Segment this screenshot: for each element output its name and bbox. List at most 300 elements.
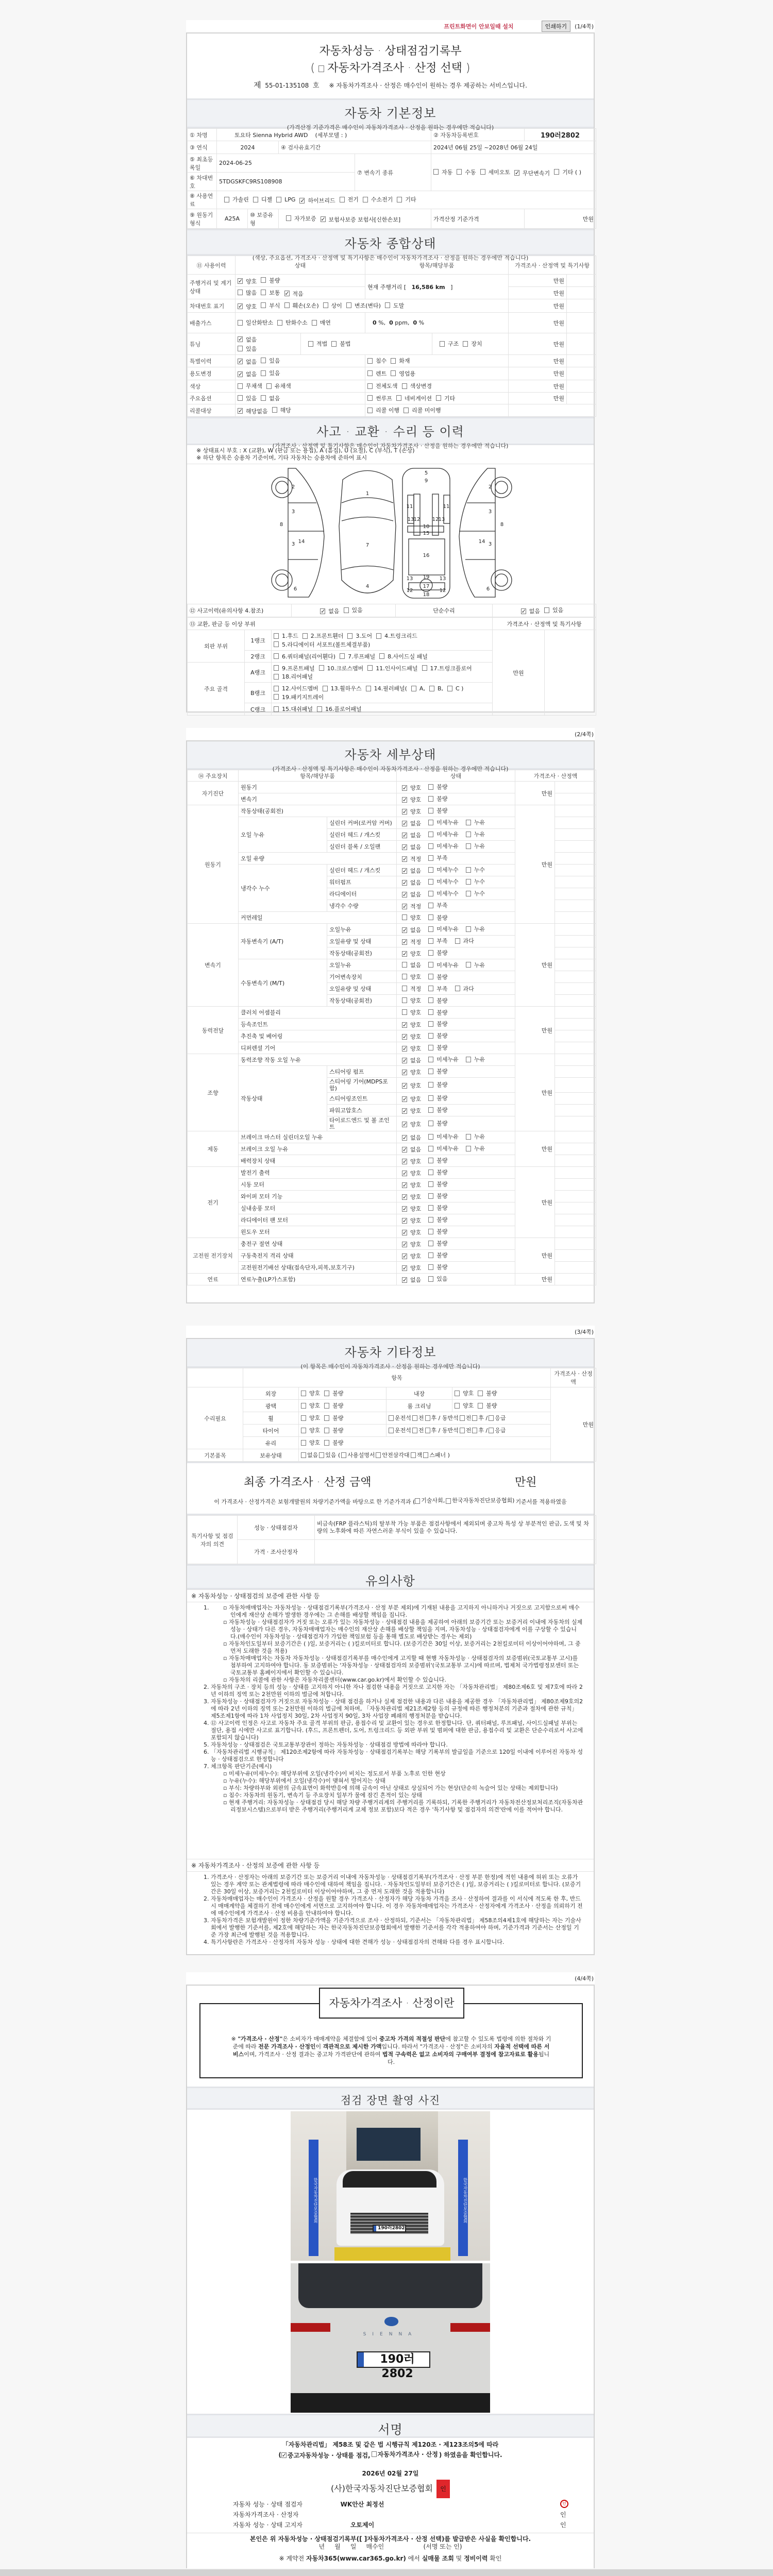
- checkbox-option[interactable]: [428, 937, 447, 945]
- checkbox-option[interactable]: [331, 340, 350, 348]
- checkbox-option[interactable]: [478, 1401, 497, 1410]
- checkbox-option[interactable]: [457, 168, 476, 176]
- checkbox-option[interactable]: [323, 301, 342, 310]
- unchecked-box-icon[interactable]: [238, 320, 243, 326]
- unchecked-box-icon[interactable]: [411, 686, 416, 691]
- checkbox-option[interactable]: [376, 632, 417, 640]
- checkbox-option[interactable]: [428, 877, 459, 886]
- checkbox-option[interactable]: [340, 652, 375, 660]
- unchecked-box-icon[interactable]: [455, 986, 460, 991]
- checked-box-icon[interactable]: ✓: [402, 1146, 408, 1153]
- unchecked-box-icon[interactable]: [428, 1021, 433, 1027]
- checkbox-option[interactable]: [402, 926, 421, 934]
- unchecked-box-icon[interactable]: [436, 395, 441, 401]
- checkbox-option[interactable]: [428, 1204, 447, 1212]
- unchecked-box-icon[interactable]: [366, 686, 371, 691]
- unchecked-box-icon[interactable]: [423, 1452, 428, 1458]
- checkbox-option[interactable]: [466, 830, 485, 838]
- checkbox-option[interactable]: [402, 1240, 421, 1248]
- unchecked-box-icon[interactable]: [428, 1193, 433, 1199]
- price-note[interactable]: [555, 912, 596, 924]
- unchecked-box-icon[interactable]: [428, 1264, 433, 1270]
- checkbox-option[interactable]: [303, 632, 344, 640]
- unchecked-box-icon[interactable]: [455, 1403, 460, 1409]
- checkbox-option[interactable]: [428, 1168, 447, 1176]
- unchecked-box-icon[interactable]: [376, 633, 381, 639]
- price-note[interactable]: [555, 1093, 596, 1105]
- checkbox-option[interactable]: [489, 1426, 506, 1434]
- checkbox-option[interactable]: [463, 340, 482, 348]
- checkbox-option[interactable]: [224, 195, 249, 204]
- price-note[interactable]: [567, 355, 596, 367]
- unchecked-box-icon[interactable]: [428, 1134, 433, 1140]
- unchecked-box-icon[interactable]: [544, 607, 549, 613]
- checked-box-icon[interactable]: ✓: [238, 358, 243, 365]
- unchecked-box-icon[interactable]: [472, 1428, 477, 1433]
- checkbox-option[interactable]: [391, 369, 415, 378]
- unchecked-box-icon[interactable]: [347, 633, 352, 639]
- checkbox-option[interactable]: [402, 961, 421, 969]
- checkbox-option[interactable]: [428, 1144, 459, 1153]
- price-note[interactable]: [555, 1116, 596, 1131]
- checkbox-option[interactable]: [466, 925, 485, 933]
- checkbox-option[interactable]: [402, 1276, 421, 1284]
- checkbox-option[interactable]: [301, 1438, 320, 1447]
- checkbox-option[interactable]: [428, 925, 459, 933]
- checkbox-option[interactable]: [428, 1031, 447, 1040]
- checkbox-option[interactable]: [274, 684, 318, 692]
- price-note[interactable]: [555, 1131, 596, 1143]
- checkbox-option[interactable]: [428, 794, 447, 803]
- unchecked-box-icon[interactable]: [261, 302, 266, 308]
- checkbox-option[interactable]: [402, 1021, 421, 1029]
- checked-box-icon[interactable]: ✓: [402, 1205, 408, 1212]
- unchecked-box-icon[interactable]: [447, 686, 452, 691]
- checkbox-option[interactable]: [428, 1180, 447, 1188]
- checkbox-option[interactable]: [238, 407, 268, 415]
- checked-box-icon[interactable]: ✓: [402, 832, 408, 839]
- checkbox-option[interactable]: [396, 394, 432, 402]
- checkbox-option[interactable]: [466, 818, 485, 826]
- rear-photo[interactable]: [291, 2263, 490, 2413]
- checkbox-option[interactable]: [428, 1106, 447, 1114]
- checked-box-icon[interactable]: ✓: [402, 1021, 408, 1028]
- checkbox-option[interactable]: [402, 1081, 421, 1090]
- unchecked-box-icon[interactable]: [272, 407, 277, 413]
- checkbox-option[interactable]: [428, 1055, 459, 1063]
- checkbox-option[interactable]: [428, 996, 447, 1005]
- unchecked-box-icon[interactable]: [253, 197, 258, 202]
- checkbox-option[interactable]: [324, 1389, 343, 1397]
- checkbox-option[interactable]: [440, 340, 459, 348]
- checkbox-option[interactable]: [428, 1215, 447, 1224]
- checked-box-icon[interactable]: ✓: [238, 303, 243, 310]
- price-note[interactable]: [555, 782, 596, 793]
- checkbox-option[interactable]: [402, 382, 432, 390]
- unchecked-box-icon[interactable]: [428, 808, 433, 814]
- checked-box-icon[interactable]: ✓: [402, 1057, 408, 1064]
- checkbox-option[interactable]: [299, 196, 335, 205]
- checked-box-icon[interactable]: ✓: [238, 370, 243, 378]
- checked-box-icon[interactable]: ✓: [402, 1264, 408, 1272]
- unchecked-box-icon[interactable]: [284, 302, 290, 308]
- checkbox-option[interactable]: [402, 831, 421, 839]
- unchecked-box-icon[interactable]: [323, 302, 328, 308]
- price-note[interactable]: [555, 1191, 596, 1202]
- unchecked-box-icon[interactable]: [266, 383, 272, 389]
- checked-box-icon[interactable]: ✓: [238, 278, 243, 284]
- checked-box-icon[interactable]: ✓: [238, 408, 243, 414]
- unchecked-box-icon[interactable]: [466, 891, 471, 896]
- unchecked-box-icon[interactable]: [274, 674, 279, 680]
- checkbox-option[interactable]: [428, 1094, 447, 1102]
- checkbox-option[interactable]: [402, 973, 421, 981]
- checkbox-option[interactable]: [428, 866, 459, 874]
- checkbox-option[interactable]: [261, 289, 280, 297]
- checkbox-option[interactable]: [425, 1414, 459, 1422]
- unchecked-box-icon[interactable]: [319, 1452, 324, 1458]
- checked-box-icon[interactable]: ✓: [402, 796, 408, 803]
- price-note[interactable]: [555, 841, 596, 853]
- checkbox-option[interactable]: [402, 902, 421, 910]
- unchecked-box-icon[interactable]: [489, 1415, 494, 1421]
- price-note[interactable]: [555, 1238, 596, 1250]
- checkbox-option[interactable]: [428, 1227, 447, 1235]
- unchecked-box-icon[interactable]: [428, 986, 433, 991]
- checked-box-icon[interactable]: ✓: [238, 336, 243, 343]
- unchecked-box-icon[interactable]: [466, 820, 471, 825]
- checkbox-option[interactable]: [402, 1169, 421, 1177]
- checked-box-icon[interactable]: ✓: [402, 1276, 408, 1283]
- unchecked-box-icon[interactable]: [428, 1276, 433, 1282]
- price-note[interactable]: [567, 333, 596, 355]
- unchecked-box-icon[interactable]: [428, 796, 433, 802]
- checkbox-option[interactable]: [238, 358, 257, 366]
- checkbox-option[interactable]: [554, 168, 581, 176]
- checkbox-option[interactable]: [402, 996, 421, 1005]
- print-button[interactable]: 인쇄하기: [542, 21, 571, 32]
- checkbox-option[interactable]: [466, 889, 485, 897]
- checkbox-option[interactable]: [466, 1132, 485, 1141]
- price-note[interactable]: [555, 1262, 596, 1274]
- checkbox-option[interactable]: [301, 1451, 318, 1459]
- unchecked-box-icon[interactable]: [274, 665, 279, 671]
- unchecked-box-icon[interactable]: [341, 1452, 346, 1458]
- checkbox-option[interactable]: [514, 169, 550, 177]
- checked-box-icon[interactable]: ✓: [402, 1193, 408, 1200]
- checked-box-icon[interactable]: ✓: [402, 1181, 408, 1189]
- unchecked-box-icon[interactable]: [274, 694, 279, 700]
- price-note[interactable]: [555, 971, 596, 983]
- unchecked-box-icon[interactable]: [363, 197, 368, 202]
- checkbox-option[interactable]: [324, 1438, 343, 1447]
- checkbox-option[interactable]: [274, 705, 313, 713]
- checkbox-option[interactable]: [402, 878, 421, 887]
- checked-box-icon[interactable]: ✓: [402, 1069, 408, 1076]
- checkbox-option[interactable]: [346, 301, 381, 310]
- checkbox-option[interactable]: [402, 1252, 421, 1260]
- checkbox-option[interactable]: [428, 948, 447, 957]
- checked-box-icon[interactable]: ✓: [402, 1170, 408, 1177]
- price-note[interactable]: [555, 829, 596, 841]
- checkbox-option[interactable]: [544, 606, 563, 614]
- checkbox-option[interactable]: [238, 289, 257, 297]
- unchecked-box-icon[interactable]: [466, 867, 471, 873]
- unchecked-box-icon[interactable]: [324, 1403, 329, 1409]
- checked-box-icon[interactable]: ✓: [402, 1241, 408, 1248]
- checked-box-icon[interactable]: ✓: [402, 1082, 408, 1089]
- checkbox-option[interactable]: [455, 1389, 474, 1397]
- unchecked-box-icon[interactable]: [303, 633, 308, 639]
- price-note[interactable]: [555, 1066, 596, 1078]
- checked-box-icon[interactable]: ✓: [515, 170, 520, 176]
- checked-box-icon[interactable]: ✓: [284, 290, 290, 297]
- checkbox-option[interactable]: [480, 168, 511, 176]
- unchecked-box-icon[interactable]: [428, 1181, 433, 1187]
- checkbox-option[interactable]: [379, 652, 428, 660]
- checkbox-option[interactable]: [284, 290, 304, 298]
- checkbox-option[interactable]: [344, 606, 363, 614]
- checkbox-option[interactable]: [428, 913, 447, 922]
- unchecked-box-icon[interactable]: [238, 383, 243, 389]
- unchecked-box-icon[interactable]: [428, 867, 433, 873]
- checkbox-option[interactable]: [428, 889, 459, 897]
- price-note[interactable]: [555, 959, 596, 971]
- checked-box-icon[interactable]: ✓: [402, 867, 408, 874]
- checkbox-option[interactable]: [238, 370, 257, 378]
- unchecked-box-icon[interactable]: [331, 341, 337, 347]
- unchecked-box-icon[interactable]: [274, 706, 279, 712]
- unchecked-box-icon[interactable]: [466, 843, 471, 849]
- checkbox-option[interactable]: [323, 684, 362, 692]
- unchecked-box-icon[interactable]: [428, 974, 433, 979]
- checkbox-option[interactable]: [367, 382, 398, 390]
- checkbox-option[interactable]: [402, 1264, 421, 1272]
- checkbox-option[interactable]: [455, 1401, 474, 1410]
- checkbox-option[interactable]: [253, 195, 272, 204]
- checked-box-icon[interactable]: ✓: [402, 1045, 408, 1052]
- unchecked-box-icon[interactable]: [391, 358, 396, 364]
- unchecked-box-icon[interactable]: [301, 1415, 306, 1421]
- checkbox-option[interactable]: [447, 685, 463, 692]
- checked-box-icon[interactable]: ✓: [402, 1033, 408, 1040]
- unchecked-box-icon[interactable]: [379, 653, 384, 659]
- checked-box-icon[interactable]: ✓: [402, 1229, 408, 1236]
- checkbox-option[interactable]: [428, 1020, 447, 1028]
- checkbox-option[interactable]: [412, 1414, 424, 1422]
- checkbox-option[interactable]: [367, 357, 386, 365]
- price-note[interactable]: [555, 1155, 596, 1167]
- price-note[interactable]: [567, 367, 596, 380]
- checkbox-option[interactable]: [367, 406, 399, 414]
- checkbox-option[interactable]: [466, 1144, 485, 1153]
- checkbox-option[interactable]: [238, 394, 257, 402]
- checkbox-option[interactable]: [367, 394, 392, 402]
- price-note[interactable]: [555, 817, 596, 829]
- checkbox-option[interactable]: [274, 632, 298, 640]
- unchecked-box-icon[interactable]: [274, 653, 279, 659]
- checkbox-option[interactable]: [402, 1228, 421, 1236]
- unchecked-box-icon[interactable]: [460, 1415, 465, 1421]
- checkbox-option[interactable]: [428, 985, 447, 993]
- checkbox-option[interactable]: [423, 1451, 450, 1459]
- checkbox-option[interactable]: [402, 1216, 421, 1225]
- checkbox-option[interactable]: [436, 394, 455, 402]
- checkbox-option[interactable]: [319, 1451, 340, 1459]
- unchecked-box-icon[interactable]: [428, 879, 433, 885]
- checkbox-option[interactable]: [428, 1192, 447, 1200]
- checked-box-icon[interactable]: ✓: [402, 1121, 408, 1128]
- checkbox-option[interactable]: [428, 830, 459, 838]
- checkbox-option[interactable]: [411, 1451, 423, 1459]
- unchecked-box-icon[interactable]: [274, 641, 279, 647]
- price-note[interactable]: [555, 983, 596, 995]
- unchecked-box-icon[interactable]: [261, 290, 266, 295]
- unchecked-box-icon[interactable]: [301, 1452, 306, 1458]
- checkbox-option[interactable]: [402, 1145, 421, 1154]
- checkbox-option[interactable]: [446, 1497, 514, 1504]
- price-note[interactable]: [555, 1250, 596, 1262]
- price-note[interactable]: [555, 900, 596, 912]
- unchecked-box-icon[interactable]: [428, 962, 433, 968]
- unchecked-box-icon[interactable]: [428, 1069, 433, 1074]
- checkbox-option[interactable]: [428, 1132, 459, 1141]
- checkbox-option[interactable]: [363, 195, 393, 204]
- checkbox-option[interactable]: [261, 369, 280, 377]
- checkbox-option[interactable]: [319, 664, 364, 672]
- checkbox-option[interactable]: [372, 2450, 438, 2459]
- unchecked-box-icon[interactable]: [412, 1428, 417, 1433]
- unchecked-box-icon[interactable]: [428, 1033, 433, 1039]
- checked-box-icon[interactable]: ✓: [402, 903, 408, 910]
- checked-box-icon[interactable]: ✓: [402, 926, 408, 934]
- checked-box-icon[interactable]: ✓: [402, 891, 408, 898]
- unchecked-box-icon[interactable]: [367, 358, 373, 364]
- checked-box-icon[interactable]: ✓: [521, 607, 526, 615]
- unchecked-box-icon[interactable]: [460, 1428, 465, 1433]
- unchecked-box-icon[interactable]: [466, 832, 471, 837]
- unchecked-box-icon[interactable]: [466, 1134, 471, 1140]
- checkbox-option[interactable]: [460, 1426, 472, 1434]
- checkbox-option[interactable]: [466, 866, 485, 874]
- unchecked-box-icon[interactable]: [455, 1391, 460, 1396]
- price-note[interactable]: [555, 936, 596, 947]
- unchecked-box-icon[interactable]: [428, 938, 433, 944]
- price-note[interactable]: [555, 1274, 596, 1285]
- checkbox-option[interactable]: [238, 277, 257, 285]
- unchecked-box-icon[interactable]: [274, 633, 279, 639]
- checkbox-option[interactable]: [428, 1043, 447, 1052]
- checkbox-option[interactable]: [422, 664, 472, 672]
- unchecked-box-icon[interactable]: [391, 370, 396, 376]
- checkbox-option[interactable]: [428, 854, 447, 862]
- unchecked-box-icon[interactable]: [324, 1428, 329, 1433]
- checkbox-option[interactable]: [301, 1389, 320, 1397]
- checkbox-option[interactable]: [402, 938, 421, 946]
- checkbox-option[interactable]: [402, 1120, 421, 1128]
- price-note[interactable]: [555, 1105, 596, 1116]
- unchecked-box-icon[interactable]: [402, 997, 407, 1003]
- checkbox-option[interactable]: [402, 950, 421, 958]
- price-note[interactable]: [555, 805, 596, 817]
- price-note[interactable]: [555, 888, 596, 900]
- checkbox-option[interactable]: [238, 318, 273, 327]
- unchecked-box-icon[interactable]: [276, 197, 281, 202]
- checkbox-option[interactable]: [277, 318, 308, 327]
- unchecked-box-icon[interactable]: [466, 1146, 471, 1151]
- checkbox-option[interactable]: [428, 806, 447, 815]
- checkbox-option[interactable]: [366, 684, 407, 692]
- checked-box-icon[interactable]: ✓: [300, 197, 305, 204]
- checkbox-option[interactable]: [367, 369, 386, 378]
- unchecked-box-icon[interactable]: [428, 1121, 433, 1126]
- checkbox-option[interactable]: [466, 961, 485, 969]
- unchecked-box-icon[interactable]: [402, 914, 407, 920]
- price-note[interactable]: [555, 1054, 596, 1066]
- price-note[interactable]: [555, 1030, 596, 1042]
- checkbox-option[interactable]: [402, 1008, 421, 1016]
- unchecked-box-icon[interactable]: [478, 1391, 483, 1396]
- price-note[interactable]: [555, 995, 596, 1007]
- checkbox-option[interactable]: [324, 1401, 343, 1410]
- unchecked-box-icon[interactable]: [428, 1252, 433, 1258]
- checkbox-option[interactable]: [402, 913, 421, 922]
- checkbox-option[interactable]: [428, 1080, 447, 1089]
- checkbox-option[interactable]: [402, 1205, 421, 1213]
- checkbox-option[interactable]: [320, 607, 339, 615]
- price-note[interactable]: [567, 287, 596, 299]
- checkbox-option[interactable]: [402, 1181, 421, 1189]
- unchecked-box-icon[interactable]: [274, 686, 279, 691]
- unchecked-box-icon[interactable]: [367, 665, 373, 671]
- unchecked-box-icon[interactable]: [554, 169, 559, 175]
- unchecked-box-icon[interactable]: [402, 383, 407, 389]
- price-note[interactable]: [509, 404, 596, 417]
- checkbox-option[interactable]: [428, 1156, 447, 1164]
- checkbox-option[interactable]: [428, 1263, 447, 1271]
- unchecked-box-icon[interactable]: [466, 1057, 471, 1062]
- checkbox-option[interactable]: [472, 1426, 488, 1434]
- checkbox-option[interactable]: [402, 1095, 421, 1103]
- checkbox-option[interactable]: [301, 1414, 320, 1422]
- unchecked-box-icon[interactable]: [440, 341, 445, 347]
- unchecked-box-icon[interactable]: [457, 169, 462, 175]
- front-photo[interactable]: [291, 2111, 490, 2261]
- price-note[interactable]: [555, 1179, 596, 1191]
- checkbox-option[interactable]: [391, 357, 410, 365]
- checkbox-option[interactable]: [402, 1133, 421, 1142]
- checkbox-option[interactable]: [324, 1414, 343, 1422]
- price-note[interactable]: [555, 1167, 596, 1179]
- checkbox-option[interactable]: [429, 685, 443, 692]
- unchecked-box-icon[interactable]: [238, 290, 243, 295]
- checkbox-option[interactable]: [460, 1414, 472, 1422]
- checkbox-option[interactable]: [428, 901, 447, 909]
- checkbox-option[interactable]: [274, 640, 370, 649]
- checkbox-option[interactable]: [489, 1414, 506, 1422]
- unchecked-box-icon[interactable]: [428, 926, 433, 932]
- unchecked-box-icon[interactable]: [428, 997, 433, 1003]
- checked-box-icon[interactable]: ✓: [321, 216, 326, 223]
- unchecked-box-icon[interactable]: [324, 1391, 329, 1396]
- unchecked-box-icon[interactable]: [428, 891, 433, 896]
- unchecked-box-icon[interactable]: [224, 197, 229, 202]
- unchecked-box-icon[interactable]: [425, 1415, 430, 1421]
- unchecked-box-icon[interactable]: [301, 1428, 306, 1433]
- checkbox-option[interactable]: [428, 1119, 447, 1127]
- price-option-checkbox[interactable]: [318, 65, 324, 72]
- unchecked-box-icon[interactable]: [446, 1498, 451, 1504]
